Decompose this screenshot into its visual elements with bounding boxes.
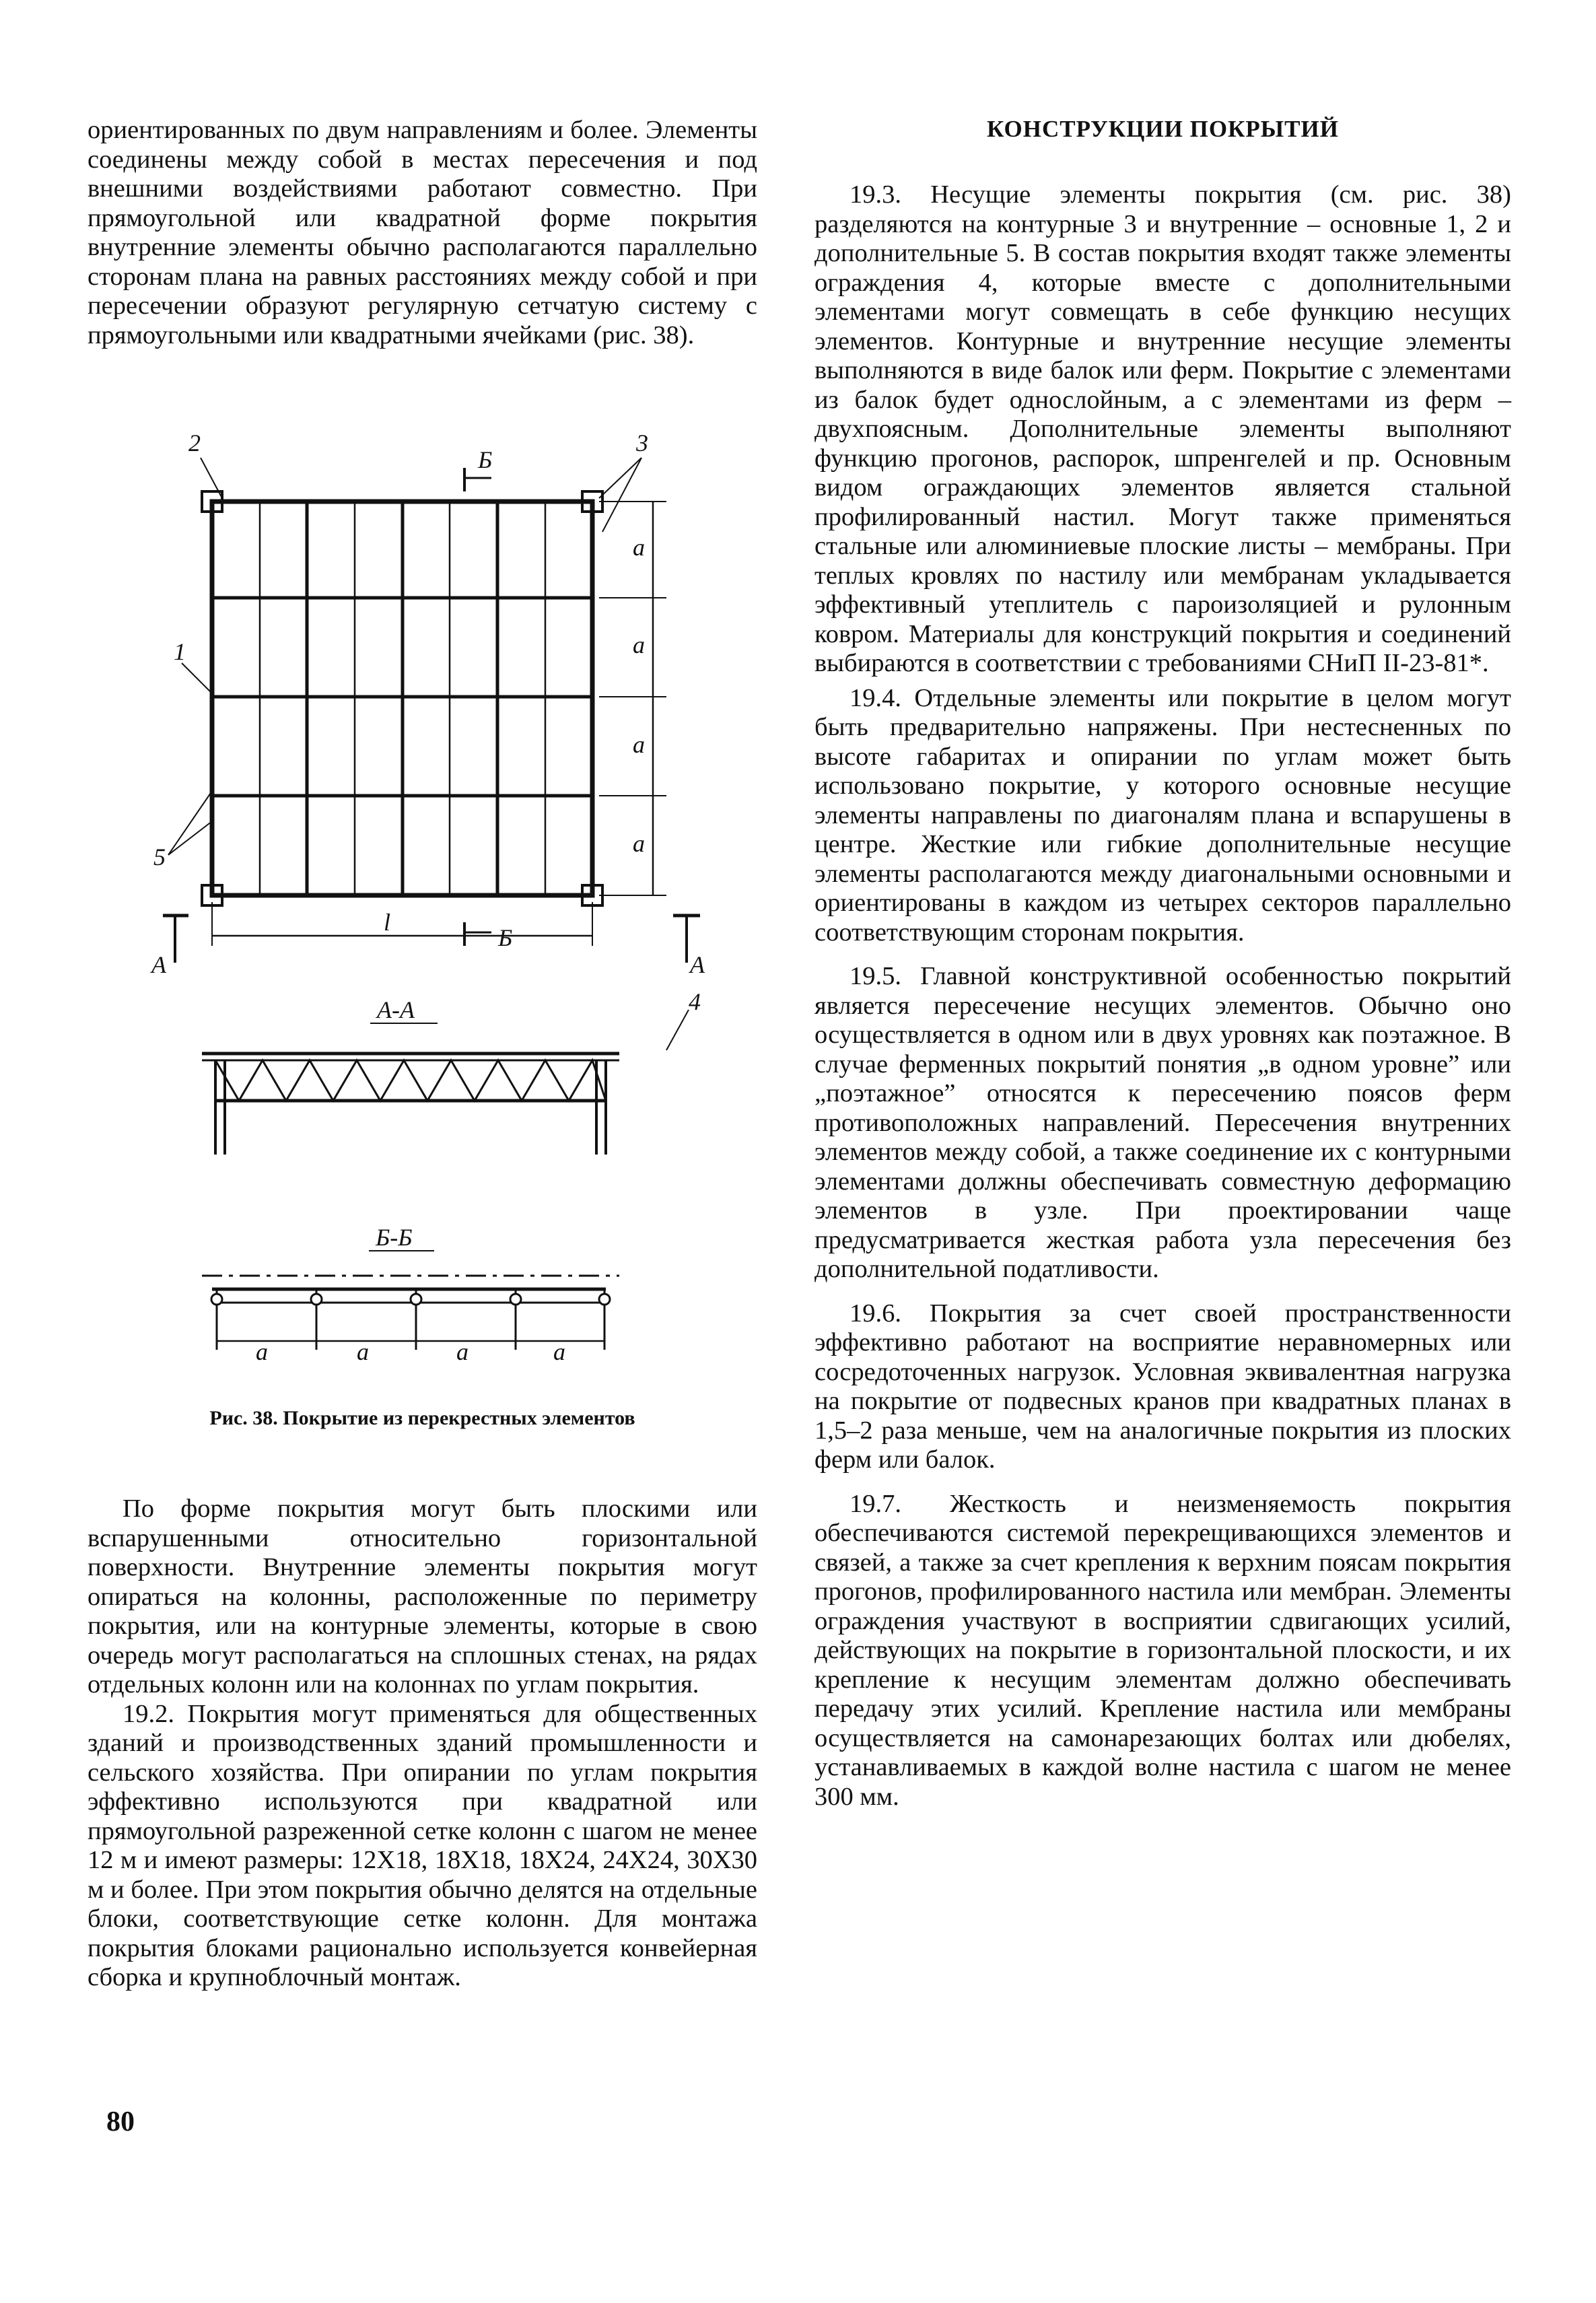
figure-38 (88, 424, 757, 1394)
label-l: l (384, 909, 391, 936)
label-a-left: A (151, 951, 166, 978)
section-heading: КОНСТРУКЦИИ ПОКРЫТИЙ (987, 116, 1339, 142)
label-a-bb-1: a (256, 1338, 268, 1365)
label-a-right: A (690, 951, 705, 978)
left-top-paragraph: ориентированных по двум направлениям и более. Элементы соединены между собой в местах пересечения и под внешними воздействиями работают совместно. При прямоугольной или квадратной форме покрытия внутренние элементы обычно располагаются параллельно сторонам плана на равных расстояниях между собой и при пересечении образуют регулярную сетчатую систему с прямоугольными или квадратными ячейками (рис. 38). (88, 116, 757, 349)
label-a-dim-2: a (633, 631, 645, 658)
label-a-dim-3: a (633, 731, 645, 758)
label-4: 4 (689, 988, 701, 1015)
right-column-text (814, 180, 1511, 1812)
label-b-bottom: Б (498, 924, 513, 951)
label-2: 2 (188, 429, 201, 456)
label-1: 1 (174, 638, 186, 665)
figure-caption: Рис. 38. Покрытие из перекрестных элементов (209, 1407, 635, 1429)
label-section-aa: А-А (377, 996, 415, 1023)
label-section-bb: Б-Б (376, 1224, 413, 1251)
label-a-bb-4: a (553, 1338, 565, 1365)
paragraph-19-3: 19.3. Несущие элементы покрытия (см. рис. 38) разделяются на контурные 3 и внутренние – основные 1, 2 и дополнительные 5. В состав покрытия входят также элементы ограждения 4, которые вместе с дополнительными элементами могут совмещать в себе функцию несущих элементов. Контурные и внутренние несущие элементы выполняются в виде балок или ферм. Покрытие с элементами из балок будет однослойным, а с элементами из ферм – двухпоясным. Дополнительные элементы выполняют функцию прогонов, распорок, шпренгелей и пр. Основным видом ограждающих элементов является стальной профилированный настил. Могут также применяться стальные или алюминиевые плоские листы – мембраны. При теплых кровлях по настилу или мембранам укладывается эффективный утеплитель с пароизоляцией и рулонным ковром. Материалы для конструкций покрытия и соединений выбираются в соответствии с требованиями СНиП II-23-81*. (814, 180, 1511, 677)
paragraph-19-4: 19.4. Отдельные элементы или покрытие в целом могут быть предварительно напряжены. При нестесненных по высоте габаритах и опирании по углам может быть использовано покрытие, у которого основные несущие элементы направлены по диагоналям плана и вспарушены в центре. Жесткие или гибкие дополнительные несущие элементы располагаются между диагональными основными и ориентированы в каждом из четырех секторов параллельно соответствующим сторонам покрытия. (814, 683, 1511, 947)
label-a-bb-3: a (456, 1338, 469, 1365)
page-number: 80 (106, 2106, 135, 2137)
paragraph-19-7: 19.7. Жесткость и неизменяемость покрытия обеспечиваются системой перекрещивающихся элементов и связей, а также за счет крепления к верхним поясам покрытия прогонов, профилированного настила или мембран. Элементы ограждения участвуют в восприятии сдвигающих усилий, действующих на покрытие в горизонтальной плоскости, и их крепление к несущим элементам должно обеспечивать передачу этих усилий. Крепление настила или мембраны осуществляется на самонарезающих болтах или дюбелях, устанавливаемых в каждой волне настила с шагом не менее 300 мм. (814, 1489, 1511, 1811)
label-a-bb-2: a (357, 1338, 369, 1365)
paragraph-19-2: 19.2. Покрытия могут применяться для общественных зданий и производственных зданий промышленности и сельского хозяйства. При опирании по углам покрытия эффективно используются при квадратной или прямоугольной разреженной сетке колонн с шагом не менее 12 м и имеют размеры: 12Х18, 18Х18, 18Х24, 24Х24, 30Х30 м и более. При этом покрытия обычно делятся на отдельные блоки, соответствующие сетке колонн. Для монтажа покрытия блоками рационально используется конвейерная сборка и крупноблочный монтаж. (88, 1699, 757, 1991)
label-5: 5 (153, 844, 166, 870)
paragraph-form: По форме покрытия могут быть плоскими или вспарушенными относительно горизонтальной поверхности. Внутренние элементы покрытия могут опираться на колонны, расположенные по периметру покрытия, или на контурные элементы, которые в свою очередь могут располагаться на сплошных стенах, на рядах отдельных колонн или на колоннах по углам покрытия. (88, 1494, 757, 1698)
label-a-dim-4: a (633, 830, 645, 857)
paragraph-19-6: 19.6. Покрытия за счет своей пространственности эффективно работают на восприятие неравномерных или сосредоточенных нагрузок. Условная эквивалентная нагрузка на покрытие от подвесных кранов при квадратных планах в 1,5–2 раза меньше, чем на аналогичные покрытия из плоских ферм или балок. (814, 1299, 1511, 1474)
label-b-top: Б (478, 446, 493, 473)
label-3: 3 (636, 429, 648, 456)
left-bottom-text (88, 1494, 757, 1993)
label-a-dim-1: a (633, 534, 645, 561)
paragraph-19-5: 19.5. Главной конструктивной особенностью покрытий является пересечение несущих элементов. Обычно оно осуществляется в одном или в двух уровнях как поэтажное. В случае ферменных покрытий понятия „в одном уровне” или „поэтажное” относятся к пересечению поясов ферм противоположных направлений. Пересечения внутренних элементов между собой, а также соединение их с контурными элементами должны обеспечивать совместную деформацию элементов в узле. При проектировании чаще предусматривается жесткая работа узла пересечения без дополнительной податливости. (814, 962, 1511, 1283)
